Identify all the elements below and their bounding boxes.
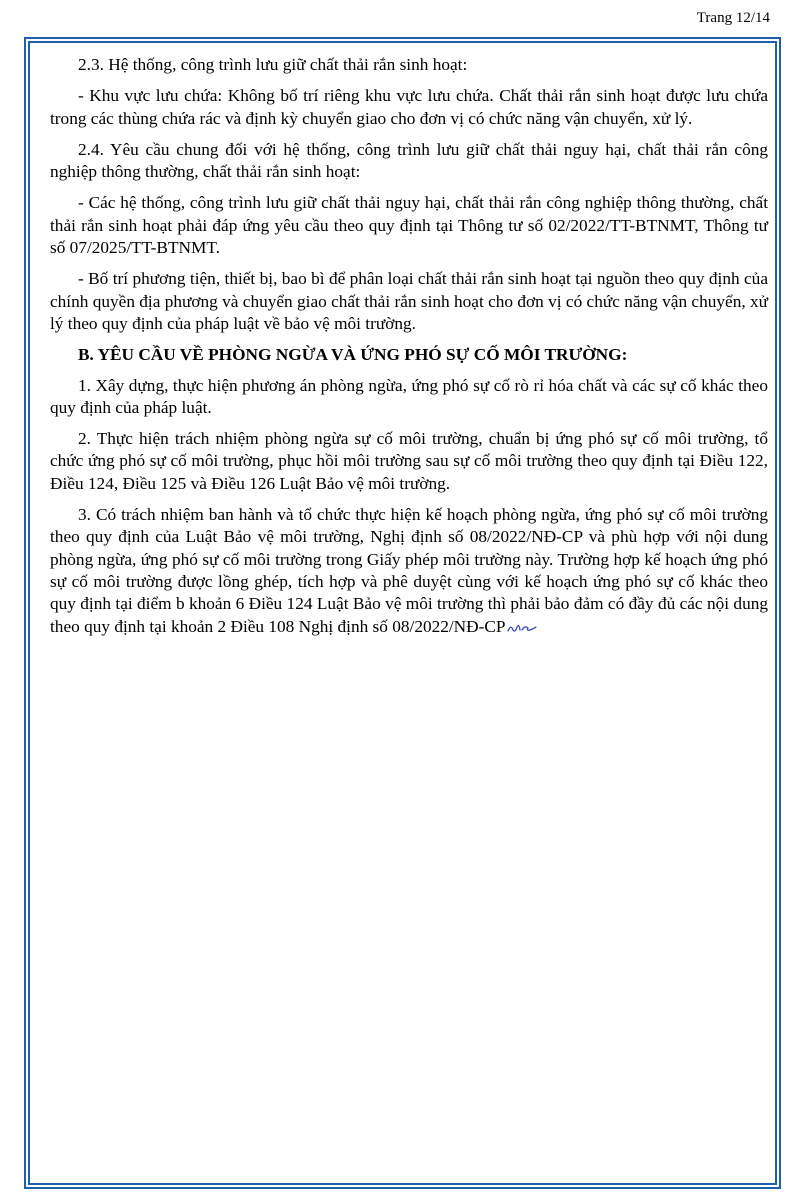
signature-initials	[507, 621, 537, 635]
item-1-paragraph: 1. Xây dựng, thực hiện phương án phòng ngừa, ứng phó sự cố rò rỉ hóa chất và các sự cố khác theo quy định của pháp luật.	[50, 375, 768, 417]
page-number: Trang 12/14	[696, 10, 770, 26]
item-3-paragraph	[50, 504, 768, 638]
section-2-4-heading: 2.4. Yêu cầu chung đối với hệ thống, công trình lưu giữ chất thải nguy hại, chất thải rắn công nghiệp thông thường, chất thải rắn sinh hoạt:	[50, 139, 768, 182]
item-3-text: 3. Có trách nhiệm ban hành và tổ chức thực hiện kế hoạch phòng ngừa, ứng phó sự cố môi trường theo quy định của Luật Bảo vệ môi trường, Nghị định số 08/2022/NĐ-CP và phù hợp với nội dung phòng ngừa, ứng phó sự cố môi trường trong Giấy phép môi trường này. Trường hợp kế hoạch ứng phó sự cố môi trường được lồng ghép, tích hợp và phê duyệt cùng với kế hoạch ứng phó sự cố khác theo quy định tại điểm b khoản 6 Điều 124 Luật Bảo vệ môi trường thì phải bảo đảm có đầy đủ các nội dung theo quy định tại khoản 2 Điều 108 Nghị định số 08/2022/NĐ-CP	[50, 505, 768, 636]
section-2-3-heading: 2.3. Hệ thống, công trình lưu giữ chất thải rắn sinh hoạt:	[78, 55, 468, 74]
item-2-paragraph: 2. Thực hiện trách nhiệm phòng ngừa sự cố môi trường, chuẩn bị ứng phó sự cố môi trường, tổ chức ứng phó sự cố môi trường, phục hồi môi trường sau sự cố môi trường theo quy định tại Điều 122, Điều 124, Điều 125 và Điều 126 Luật Bảo vệ môi trường.	[50, 429, 768, 493]
storage-area-paragraph: - Khu vực lưu chứa: Không bố trí riêng khu vực lưu chứa. Chất thải rắn sinh hoạt được lưu chứa trong các thùng chứa rác và định kỳ chuyển giao cho đơn vị có chức năng vận chuyển, xử lý.	[50, 86, 768, 128]
waste-sorting-paragraph: - Bố trí phương tiện, thiết bị, bao bì để phân loại chất thải rắn sinh hoạt tại nguồn theo quy định của chính quyền địa phương và chuyển giao chất thải rắn sinh hoạt cho đơn vị có chức năng vận chuyển, xử lý theo quy định của pháp luật về bảo vệ môi trường.	[50, 269, 768, 333]
section-b-heading: B. YÊU CẦU VỀ PHÒNG NGỪA VÀ ỨNG PHÓ SỰ CỐ MÔI TRƯỜNG:	[78, 345, 628, 365]
storage-requirements-paragraph: - Các hệ thống, công trình lưu giữ chất thải nguy hại, chất thải rắn công nghiệp thông thường, chất thải rắn sinh hoạt phải đáp ứng yêu cầu theo quy định tại Thông tư số 02/2022/TT-BTNMT, Thông tư số 07/2025/TT-BTNMT.	[50, 193, 768, 258]
document-body	[50, 54, 768, 647]
